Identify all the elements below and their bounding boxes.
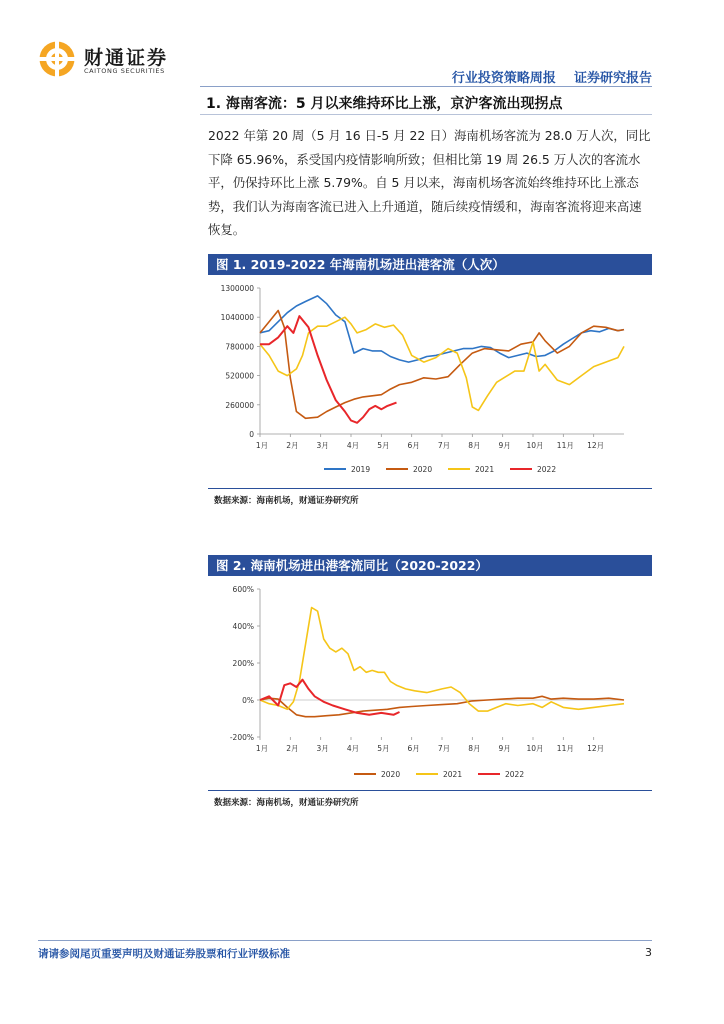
figure-1-chart bbox=[208, 276, 652, 484]
figure-2-title: 图 2. 海南机场进出港客流同比（2020-2022） bbox=[208, 555, 652, 576]
y-tick-label: 200% bbox=[232, 659, 254, 668]
page-number: 3 bbox=[645, 946, 652, 959]
section-title: 1. 海南客流：5 月以来维持环比上涨，京沪客流出现拐点 bbox=[206, 96, 563, 112]
section-divider bbox=[200, 114, 652, 115]
body-paragraph: 2022 年第 20 周（5 月 16 日-5 月 22 日）海南机场客流为 28.0 万人次，同比下降 65.96%，系受国内疫情影响所致；但相比第 19 周 26.5 万人次的客流水平，仍保持环比上涨 5.79%。自 5 月以来，海南机场客流始终维持环比上涨态势，我们认为海南客流已进入上升通道，随后续疫情缓和，海南客流将迎来高速恢复。 bbox=[208, 128, 651, 238]
footer-divider bbox=[38, 940, 652, 941]
x-tick-label: 8月 bbox=[468, 744, 481, 753]
legend-label-2019: 2019 bbox=[351, 465, 371, 474]
x-tick-label: 8月 bbox=[468, 441, 481, 450]
y-tick-label: -200% bbox=[229, 733, 254, 742]
x-tick-label: 6月 bbox=[407, 744, 420, 753]
y-tick-label: 0% bbox=[242, 696, 254, 705]
x-tick-label: 3月 bbox=[316, 744, 329, 753]
series-line-2022 bbox=[260, 316, 397, 423]
header-divider bbox=[200, 86, 652, 87]
x-tick-label: 12月 bbox=[587, 441, 605, 450]
brand-name-cn: 财通证券 bbox=[84, 47, 169, 69]
legend-label-2020: 2020 bbox=[381, 770, 401, 779]
legend-label-2022: 2022 bbox=[537, 465, 557, 474]
legend-label-2022: 2022 bbox=[505, 770, 525, 779]
y-tick-label: 1040000 bbox=[220, 313, 254, 323]
x-tick-label: 1月 bbox=[255, 744, 269, 753]
legend-label-2021: 2021 bbox=[443, 770, 463, 779]
x-tick-label: 1月 bbox=[255, 441, 269, 450]
x-tick-label: 7月 bbox=[437, 744, 451, 753]
x-tick-label: 9月 bbox=[498, 441, 511, 450]
caitong-logo-icon bbox=[38, 40, 76, 78]
x-tick-label: 2月 bbox=[286, 744, 299, 753]
figure-1-title: 图 1. 2019-2022 年海南机场进出港客流（人次） bbox=[208, 254, 652, 275]
x-tick-label: 5月 bbox=[377, 744, 390, 753]
x-tick-label: 10月 bbox=[526, 744, 544, 753]
y-tick-label: 1300000 bbox=[220, 284, 254, 293]
y-tick-label: 260000 bbox=[225, 400, 254, 410]
report-type-header: 行业投资策略周报 证券研究报告 bbox=[451, 71, 652, 86]
x-tick-label: 9月 bbox=[498, 744, 511, 753]
footer-disclaimer: 请请参阅尾页重要声明及财通证券股票和行业评级标准 bbox=[38, 948, 290, 960]
figure-2-chart bbox=[208, 578, 652, 786]
y-tick-label: 0 bbox=[249, 430, 254, 439]
figure-1-source: 数据来源：海南机场，财通证券研究所 bbox=[214, 496, 359, 506]
legend-label-2021: 2021 bbox=[475, 465, 495, 474]
y-tick-label: 600% bbox=[232, 585, 254, 594]
brand-name-en: CAITONG SECURITIES bbox=[84, 67, 165, 75]
figure-2-divider bbox=[208, 790, 652, 791]
y-tick-label: 780000 bbox=[225, 342, 254, 352]
x-tick-label: 4月 bbox=[346, 744, 360, 753]
x-tick-label: 11月 bbox=[556, 744, 574, 753]
series-line-2020 bbox=[260, 696, 624, 716]
legend-label-2020: 2020 bbox=[413, 465, 433, 474]
figure-2-source: 数据来源：海南机场，财通证券研究所 bbox=[214, 798, 359, 808]
x-tick-label: 12月 bbox=[587, 744, 605, 753]
x-tick-label: 3月 bbox=[316, 441, 329, 450]
series-line-2020 bbox=[260, 311, 624, 419]
x-tick-label: 6月 bbox=[407, 441, 420, 450]
x-tick-label: 4月 bbox=[346, 441, 360, 450]
brand-logo bbox=[38, 40, 188, 80]
series-line-2021 bbox=[260, 317, 624, 410]
x-tick-label: 5月 bbox=[377, 441, 390, 450]
figure-1-divider bbox=[208, 488, 652, 489]
y-tick-label: 520000 bbox=[225, 371, 254, 381]
y-tick-label: 400% bbox=[232, 622, 254, 631]
x-tick-label: 2月 bbox=[286, 441, 299, 450]
x-tick-label: 10月 bbox=[526, 441, 544, 450]
x-tick-label: 7月 bbox=[437, 441, 451, 450]
x-tick-label: 11月 bbox=[556, 441, 574, 450]
